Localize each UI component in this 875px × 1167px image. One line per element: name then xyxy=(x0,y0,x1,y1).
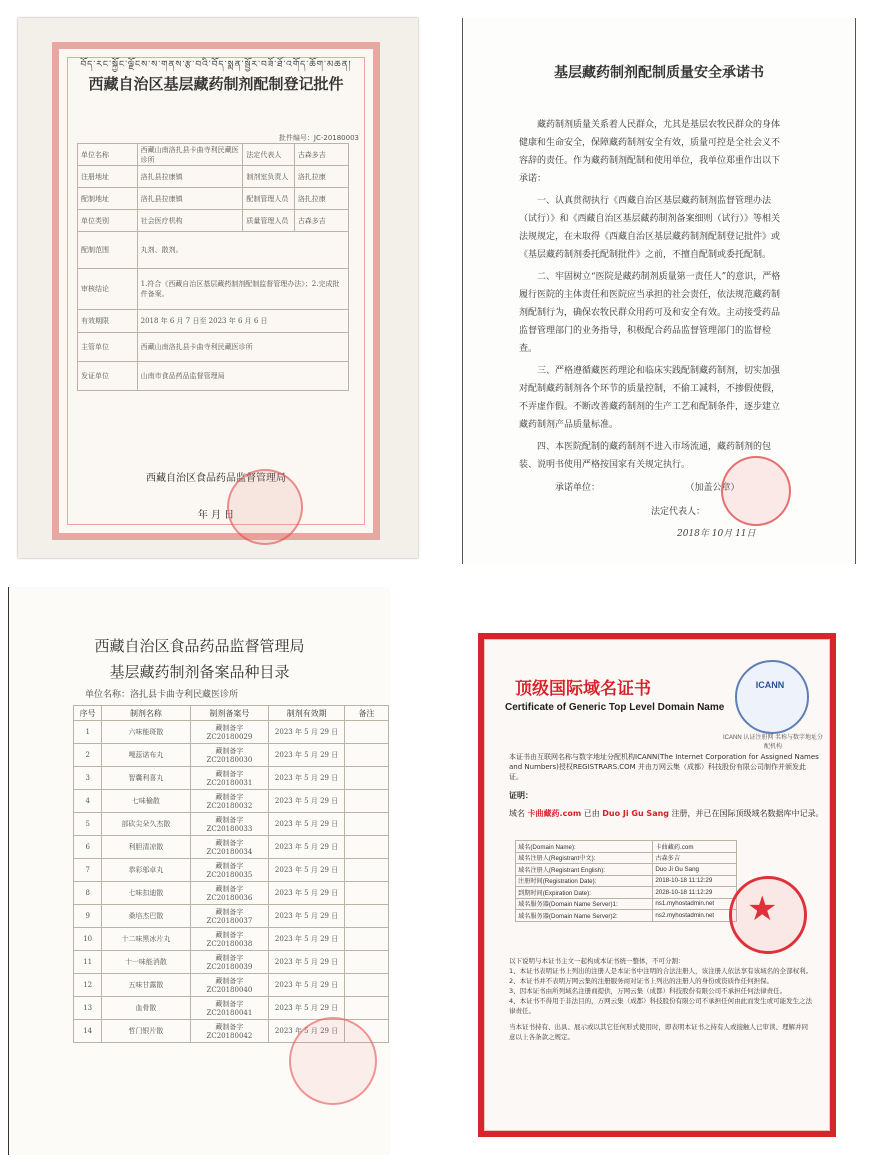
table-row: 10 十二味黑冰片丸 藏制备字 ZC20180038 2023 年 5 月 29 日 xyxy=(74,928,389,951)
official-seal xyxy=(721,456,791,526)
table-row: 配制地址 洛扎县拉康镇 配制管理人员 洛扎拉康 xyxy=(78,188,349,210)
pledge-body: 藏药制剂质量关系着人民群众，尤其是基层农牧民群众的身体健康和生命安全，保障藏药制剂安全有效，质量可控是全社会义不容辞的责任。作为藏药制剂配制和使用单位，我单位郑重作出以下承诺： 一、认真贯彻执行《西藏自治区基层藏药制剂监督管理办法（试行）》和《西藏自治区基层藏药制剂备案细则（试行）》等相关法规规定，在未取得《西藏自治区基层藏药制剂配制登记批件》或《基层藏药制剂委托配制批件》之前，不擅自配制或委托配制。 二、牢固树立“医院是藏药制剂质量第一责任人”的意识，严格履行医院的主体责任和医院应当承担的社会责任，依法规范藏药制剂配制行为，确保农牧民群众用药可及和安全有效。主动接受药品监督管理部门的业务指导，积极配合药品监督管理部门的监督检查。 三、严格遵循藏医药理论和临床实践配制藏药制剂，切实加强对配制藏药制剂各个环节的质量控制，不偷工减料，不掺假使假，不弄虚作假。不断改善藏药制剂的生产工艺和配制条件，逐步建立藏药制剂产品质量标准。 四、本医院配制的藏药制剂不进入市场流通，藏药制剂的包装、说明书使用严格按国家有关规定执行。 xyxy=(519,120,781,470)
table-row: 13 血骨散 藏制备字 ZC20180041 2023 年 5 月 29 日 xyxy=(74,997,389,1020)
table-row: 9 桑培杰巴散 藏制备字 ZC20180037 2023 年 5 月 29 日 xyxy=(74,905,389,928)
table-row: 12 五味甘露散 藏制备字 ZC20180040 2023 年 5 月 29 日 xyxy=(74,974,389,997)
registration-certificate xyxy=(18,18,418,558)
official-seal xyxy=(289,1017,377,1105)
icann-subtitle: ICANN 认证注册网 名称与数字地址分配机构 xyxy=(723,735,824,750)
catalog-subtitle: 基层藏药制剂备案品种目录 xyxy=(109,663,290,681)
table-row: 审核结论 1.符合《西藏自治区基层藏药制剂配制监督管理办法》；2.完成批件备案。 xyxy=(78,269,349,310)
certificate-title-cn: 顶级国际域名证书 xyxy=(515,679,651,699)
certificate-notes: 以下说明与本证书主文一起构成本证书统一整体，不可分割： 1、本证书表明证书上列出的注册人是本证书中注明的合法注册人，该注册人依法享有该域名的全部权利。 2、本证书并不表明万网云集的注册服务商对证书上列出的注册人的身份或资质作任何担保。 3、因本证书由所列域名注册商提供，万网云集（成都）科技股份有限公司不承担任何法律责任。 4、本证书不得用于非法目的，万网云集（成都）科技股份有限公司不承担任何由此而发生或可能发生之法律责任。 当本证书持有、出具、展示或以其它任何形式使用时，即表明本证书之持有人或接触人已审读、理解并同意以上各条款之规定。 xyxy=(509,957,813,1041)
table-row: 主管单位 西藏山南洛扎县卡曲寺利民藏医诊所 xyxy=(78,333,349,362)
product-catalog xyxy=(8,587,390,1155)
domain-table xyxy=(515,840,737,922)
domain-certificate xyxy=(478,633,836,1137)
table-row: 3 智囊利喜丸 藏制备字 ZC20180031 2023 年 5 月 29 日 xyxy=(74,767,389,790)
certificate-issuer: 西藏自治区食品药品监督管理局 年 月 日 xyxy=(146,473,286,521)
table-row: 1 六味能斑散 藏制备字 ZC20180029 2023 年 5 月 29 日 xyxy=(74,721,389,744)
table-row: 域名注册人(Registrant中文): 古森多吉 xyxy=(516,852,737,864)
table-row: 注册时间(Registration Date): 2018-10-18 11:12:29 xyxy=(516,875,737,887)
official-seal xyxy=(227,469,303,545)
table-row: 域名注册人(Registrant English): Duo Ji Gu Sang xyxy=(516,864,737,876)
table-row: 域名服务器(Domain Name Server)1: ns1.myhostadmin.net xyxy=(516,898,737,910)
table-row: 2 嘎蕊诺布丸 藏制备字 ZC20180030 2023 年 5 月 29 日 xyxy=(74,744,389,767)
table-row: 配制范围 丸剂、散剂。 xyxy=(78,232,349,269)
catalog-table xyxy=(73,705,389,1043)
document-number: 批件编号：JC-20180003 xyxy=(278,134,359,142)
table-row: 注册地址 洛扎县拉康镇 制剂室负责人 洛扎拉康 xyxy=(78,166,349,188)
catalog-title: 西藏自治区食品药品监督管理局 xyxy=(94,637,305,655)
pledge-date: 2018年 10月 11日 xyxy=(677,529,756,539)
legal-representative: 法定代表人： xyxy=(651,507,706,517)
table-row: 有效期限 2018 年 6 月 7 日至 2023 年 6 月 6 日 xyxy=(78,310,349,333)
icann-logo xyxy=(735,660,809,734)
table-row: 4 七味榆散 藏制备字 ZC20180032 2023 年 5 月 29 日 xyxy=(74,790,389,813)
quality-pledge-letter xyxy=(462,18,856,564)
table-row: 5 部砍尖朵久杰散 藏制备字 ZC20180033 2023 年 5 月 29 日 xyxy=(74,813,389,836)
table-row: 6 利胆清凉散 藏制备字 ZC20180034 2023 年 5 月 29 日 xyxy=(74,836,389,859)
pledge-title: 基层藏药制剂配制质量安全承诺书 xyxy=(554,65,764,81)
proof-label: 证明： xyxy=(509,791,533,800)
table-row: 发证单位 山南市食品药品监督管理局 xyxy=(78,362,349,391)
certificate-border xyxy=(52,42,380,540)
table-row: 到期时间(Expiration Date): 2028-10-18 11:12:29 xyxy=(516,887,737,899)
table-row: 域名(Domain Name): 卡曲藏药.com xyxy=(516,841,737,853)
table-header: 序号 制剂名称 制剂备案号 制剂有效期 备注 xyxy=(74,706,389,721)
catalog-unit: 单位名称：洛扎县卡曲寺利民藏医诊所 xyxy=(85,690,239,700)
certificate-title-en: Certificate of Generic Top Level Domain Name xyxy=(505,702,725,713)
certificate-intro: 本证书由互联网名称与数字地址分配机构ICANN(The Internet Corporation for Assigned Names and Numbers)授权REGISTRARS.COM 并由万网云集（成都）科技股份有限公司制作并颁发此证。 xyxy=(509,753,819,781)
table-row: 域名服务器(Domain Name Server)2: ns2.myhostadmin.net xyxy=(516,910,737,922)
tibetan-header: བོད་རང་སྐྱོང་ལྗོངས་ས་གནས་རྩ་བའི་བོད་སྨན་སྦྱོར་བཟོ་ཐོ་འགོད་ཆོག་མཆན། xyxy=(80,60,352,70)
pledge-signer: 承诺单位： （加盖公章） xyxy=(555,483,740,493)
table-row: 11 十一味能消散 藏制备字 ZC20180039 2023 年 5 月 29 日 xyxy=(74,951,389,974)
table-row: 8 七味扣迪散 藏制备字 ZC20180036 2023 年 5 月 29 日 xyxy=(74,882,389,905)
icann-label: ICANN xyxy=(755,680,785,690)
table-row: 单位名称 西藏山南洛扎县卡曲寺利民藏医诊所 法定代表人 古森多吉 xyxy=(78,144,349,166)
table-row: 单位类别 社会医疗机构 质量管理人员 古森多吉 xyxy=(78,210,349,232)
star-icon: ★ xyxy=(747,889,778,929)
certificate-table xyxy=(77,143,349,391)
table-row: 7 恭彩邬卓丸 藏制备字 ZC20180035 2023 年 5 月 29 日 xyxy=(74,859,389,882)
certificate-title: 西藏自治区基层藏药制剂配制登记批件 xyxy=(88,75,344,93)
domain-statement: 域名 卡曲藏药.com 已由 Duo Ji Gu Sang 注册，并已在国际顶级域名数据库中记录。 xyxy=(509,809,824,818)
table-row: 14 哲门银片散 藏制备字 ZC20180042 2023 年 5 月 29 日 xyxy=(74,1020,389,1043)
